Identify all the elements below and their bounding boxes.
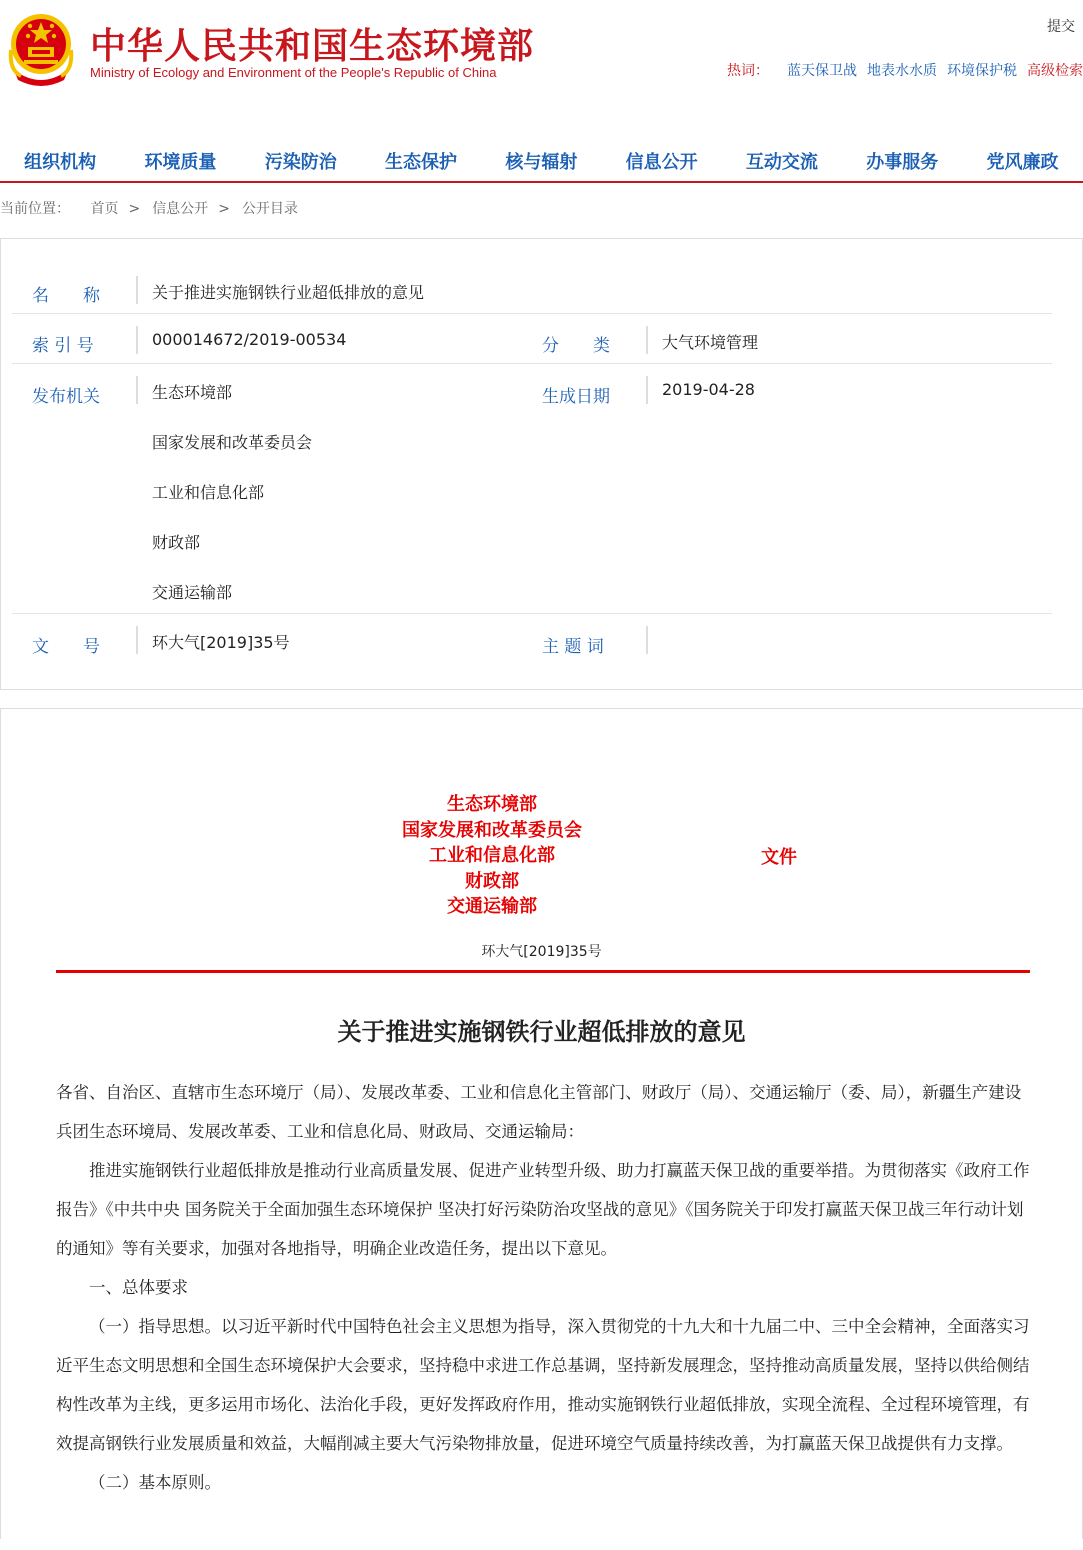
divider: [646, 626, 648, 654]
category-label: 分 类: [542, 336, 610, 356]
divider: [136, 326, 138, 354]
hotword-link[interactable]: 地表水水质: [867, 63, 937, 79]
row-divider: [12, 363, 1052, 364]
name-label: 名 称: [32, 286, 100, 306]
site-title[interactable]: 中华人民共和国生态环境部: [90, 26, 535, 67]
breadcrumb-catalog[interactable]: 公开目录: [241, 201, 298, 217]
publisher-value: 交通运输部: [152, 583, 233, 602]
divider: [646, 376, 648, 404]
paragraph: 推进实施钢铁行业超低排放是推动行业高质量发展、促进产业转型升级、助力打赢蓝天保卫战的重要举措。为贯彻落实《政府工作报告》《中共中央 国务院关于全面加强生态环境保护 坚决打好污染防治攻坚战的意见》《国务院关于印发打赢蓝天保卫战三年行动计划的通知》等有关要求，加强对各地指导，明确企业改造任务，提出以下意见。: [56, 1161, 1030, 1258]
issuer: 国家发展和改革委员会: [402, 819, 582, 841]
nav-item-info[interactable]: 信息公开: [625, 152, 698, 173]
publisher-value: 工业和信息化部: [152, 483, 265, 502]
nav-item-pollution[interactable]: 污染防治: [264, 152, 337, 173]
nav-item-service[interactable]: 办事服务: [866, 152, 939, 173]
document-number: 环大气[2019]35号: [481, 944, 602, 960]
row-divider: [12, 613, 1052, 614]
index-label: 索 引 号: [32, 336, 94, 356]
hotword-link[interactable]: 蓝天保卫战: [787, 63, 857, 79]
nav-item-env-quality[interactable]: 环境质量: [144, 152, 217, 173]
nav-item-nuclear[interactable]: 核与辐射: [505, 152, 578, 173]
date-value: 2019-04-28: [662, 380, 755, 399]
name-value: 关于推进实施钢铁行业超低排放的意见: [152, 283, 425, 302]
nav-item-party[interactable]: 党风廉政: [986, 152, 1059, 173]
breadcrumb-separator: >: [128, 201, 141, 217]
breadcrumb-info[interactable]: 信息公开: [152, 201, 209, 217]
breadcrumb: [0, 198, 308, 218]
breadcrumb-label: 当前位置：: [0, 201, 70, 217]
keywords-label: 主 题 词: [542, 637, 604, 657]
docno-label: 文 号: [32, 637, 100, 657]
divider: [136, 626, 138, 654]
publisher-value: 国家发展和改革委员会: [152, 433, 313, 452]
index-value: 000014672/2019-00534: [152, 330, 347, 349]
divider: [136, 376, 138, 404]
nav-item-interact[interactable]: 互动交流: [745, 152, 818, 173]
issuer-list: [392, 792, 592, 920]
docno-value: 环大气[2019]35号: [152, 633, 290, 652]
issuer: 生态环境部: [447, 794, 537, 815]
issuer: 交通运输部: [447, 896, 537, 917]
publisher-label: 发布机关: [32, 387, 100, 407]
divider: [646, 326, 648, 354]
paragraph: （一）指导思想。以习近平新时代中国特色社会主义思想为指导，深入贯彻党的十九大和十九届二中、三中全会精神，全面落实习近平生态文明思想和全国生态环境保护大会要求，坚持稳中求进工作总基调，坚持新发展理念，坚持推动高质量发展，坚持以供给侧结构性改革为主线，更多运用市场化、法治化手段，更好发挥政府作用，推动实施钢铁行业超低排放，实现全流程、全过程环境管理，有效提高钢铁行业发展质量和效益，大幅削减主要大气污染物排放量，促进环境空气质量持续改善，为打赢蓝天保卫战提供有力支撑。: [56, 1317, 1030, 1453]
red-divider: [56, 970, 1030, 973]
nav-item-org[interactable]: 组织机构: [24, 152, 97, 173]
section-heading: （二）基本原则。: [89, 1473, 221, 1492]
issuer: 财政部: [465, 870, 519, 892]
divider: [136, 276, 138, 304]
site-header: [0, 0, 1083, 130]
top-link[interactable]: 提交: [1047, 19, 1075, 35]
addressee: 各省、自治区、直辖市生态环境厅（局）、发展改革委、工业和信息化主管部门、财政厅（局）、交通运输厅（委、局），新疆生产建设兵团生态环境局、发展改革委、工业和信息化局、财政局、交通运输局：: [56, 1083, 1022, 1141]
document-body: [56, 1073, 1032, 1502]
section-heading: 一、总体要求: [89, 1278, 188, 1297]
hotword-link[interactable]: 环境保护税: [947, 63, 1017, 79]
hotwords-label: 热词：: [727, 63, 769, 79]
publisher-value: 财政部: [152, 533, 201, 552]
document-panel: [0, 708, 1083, 1539]
breadcrumb-separator: >: [218, 201, 230, 217]
hotwords-bar: [727, 60, 1083, 80]
breadcrumb-home[interactable]: 首页: [90, 201, 119, 217]
document-mark: 文件: [761, 847, 797, 868]
national-emblem-icon[interactable]: [6, 10, 76, 88]
metadata-panel: [0, 238, 1083, 690]
row-divider: [12, 313, 1052, 314]
document-title: 关于推进实施钢铁行业超低排放的意见: [337, 1018, 746, 1046]
category-value: 大气环境管理: [662, 333, 759, 352]
site-subtitle: Ministry of Ecology and Environment of the People's Republic of China: [90, 65, 497, 80]
date-label: 生成日期: [542, 387, 610, 407]
publisher-value: 生态环境部: [152, 383, 233, 402]
issuer: 工业和信息化部: [429, 845, 555, 866]
nav-item-eco[interactable]: 生态保护: [385, 152, 458, 173]
main-nav: [0, 148, 1083, 183]
advanced-search-link[interactable]: 高级检索: [1027, 63, 1083, 79]
